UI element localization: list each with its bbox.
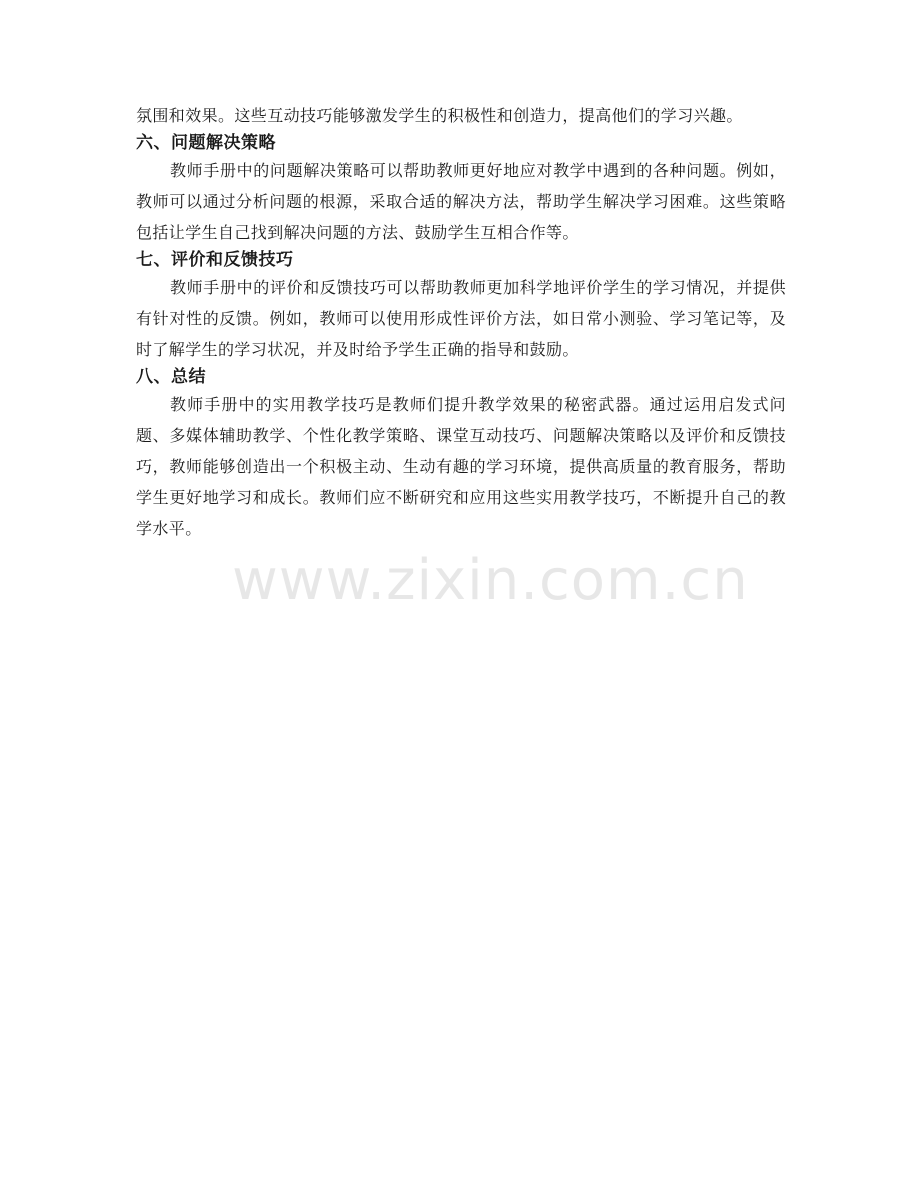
- section-paragraph-summary: 教师手册中的实用教学技巧是教师们提升教学效果的秘密武器。通过运用启发式问题、多媒体辅助教学、个性化教学策略、课堂互动技巧、问题解决策略以及评价和反馈技巧，教师能够创造出一个积极主动、生动有趣的学习环境，提供高质量的教育服务，帮助学生更好地学习和成长。教师们应不断研究和应用这些实用教学技巧，不断提升自己的教学水平。: [136, 395, 786, 538]
- section-paragraph-problem-solving: 教师手册中的问题解决策略可以帮助教师更好地应对教学中遇到的各种问题。例如，教师可以通过分析问题的根源，采取合适的解决方法，帮助学生解决学习困难。这些策略包括让学生自己找到解决问题的方法、鼓励学生互相合作等。: [136, 161, 786, 242]
- document-body: [136, 100, 786, 544]
- section-heading-summary: 八、总结: [136, 367, 206, 387]
- section-paragraph-evaluation-feedback: 教师手册中的评价和反馈技巧可以帮助教师更加科学地评价学生的学习情况，并提供有针对性的反馈。例如，教师可以使用形成性评价方法，如日常小测验、学习笔记等，及时了解学生的学习状况，并及时给予学生正确的指导和鼓励。: [136, 278, 786, 359]
- section-heading-evaluation-feedback: 七、评价和反馈技巧: [136, 250, 294, 270]
- section-heading-problem-solving: 六、问题解决策略: [136, 133, 276, 153]
- watermark: www.zixin.com.cn: [232, 548, 749, 613]
- intro-paragraph: 氛围和效果。这些互动技巧能够激发学生的积极性和创造力，提高他们的学习兴趣。: [136, 106, 743, 125]
